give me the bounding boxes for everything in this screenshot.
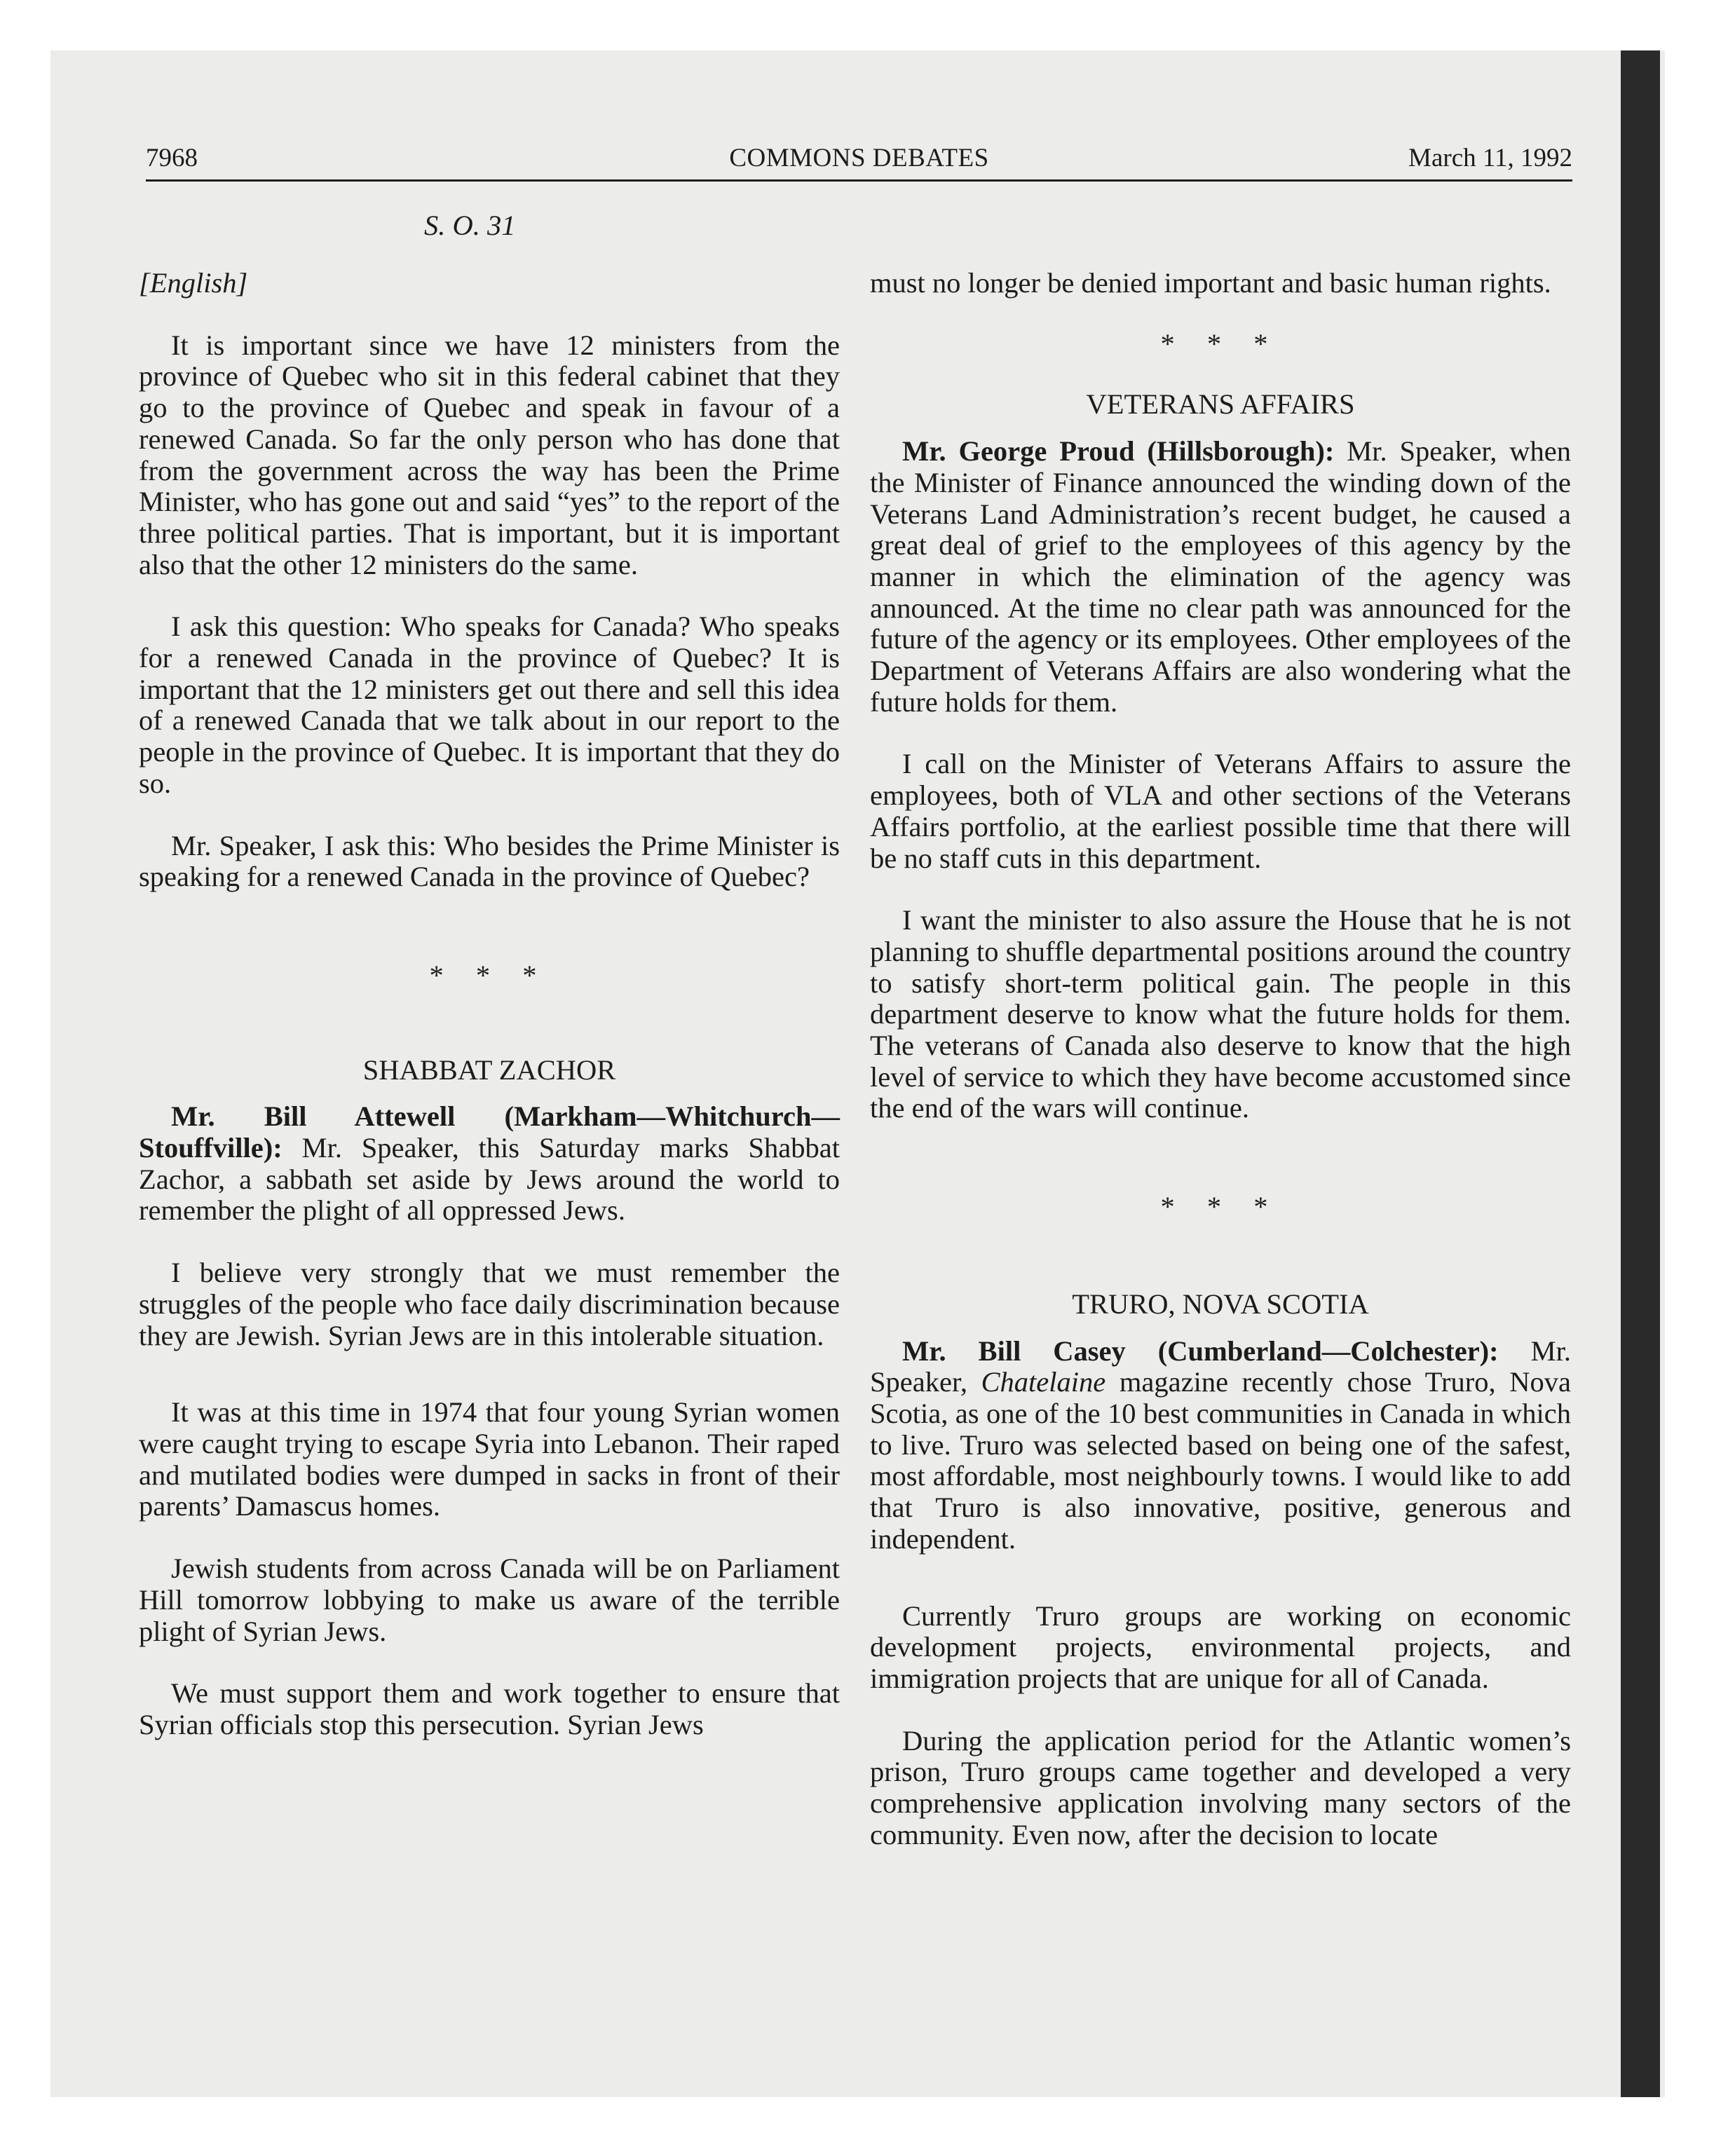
- section-heading: VETERANS AFFAIRS: [1086, 388, 1355, 421]
- paragraph: It was at this time in 1974 that four young Syrian women were caught trying to escape Syria into Lebanon. Their raped and mutilated bodies were dumped in sacks in front of their parents’ Damascus homes.: [139, 1396, 840, 1522]
- paragraph: must no longer be denied important and basic human rights.: [870, 267, 1551, 299]
- section-separator: * * *: [1160, 1191, 1281, 1223]
- paragraph: I ask this question: Who speaks for Canada? Who speaks for a renewed Canada in the province of Quebec? It is important that the 12 ministers get out there and sell this idea of a renewed Canada that we talk about in our report to the people in the province of Quebec. It is important that they do so.: [139, 610, 840, 799]
- statement-paragraph: Mr. Bill Casey (Cumberland—Colchester): Mr. Speaker, Chatelaine magazine recently chose Truro, Nova Scotia, as one of the 10 best communities in Canada in which to live. Truro was selected based on being one of the safest, most affordable, most neighbourly towns. I would like to add that Truro is also innovative, positive, generous and independent.: [870, 1335, 1571, 1555]
- section-separator: * * *: [429, 959, 550, 991]
- paragraph: Jewish students from across Canada will be on Parliament Hill tomorrow lobbying to make us aware of the terrible plight of Syrian Jews.: [139, 1553, 840, 1647]
- speaker-name: Mr. Bill Attewell (Markham—Whitchurch—Stouffville):: [139, 1100, 840, 1164]
- paragraph: I want the minister to also assure the House that he is not planning to shuffle departmental positions around the country to satisfy short-term political gain. The people in this department deserve to know what the future holds for them. The veterans of Canada also deserve to know that the high level of service to which they have become accustomed since the end of the wars will continue.: [870, 904, 1571, 1124]
- issue-date: March 11, 1992: [1408, 144, 1572, 172]
- left-column: [139, 210, 840, 1741]
- header-rule: [146, 179, 1572, 182]
- journal-title: COMMONS DEBATES: [729, 144, 989, 172]
- speaker-name: Mr. Bill Casey (Cumberland—Colchester):: [902, 1335, 1499, 1367]
- right-column: [870, 210, 1571, 1850]
- running-header: [146, 139, 1572, 181]
- section-heading: TRURO, NOVA SCOTIA: [1072, 1288, 1369, 1320]
- section-heading: SHABBAT ZACHOR: [362, 1053, 616, 1086]
- paragraph: Mr. Speaker, I ask this: Who besides the Prime Minister is speaking for a renewed Canada in the province of Quebec?: [139, 829, 840, 893]
- statement-paragraph: Mr. Bill Attewell (Markham—Whitchurch—Stouffville): Mr. Speaker, this Saturday marks Shabbat Zachor, a sabbath set aside by Jews around the world to remember the plight of all oppressed Jews.: [139, 1100, 840, 1227]
- section-separator: * * *: [1160, 327, 1281, 360]
- magazine-title: Chatelaine: [981, 1366, 1106, 1398]
- paragraph: During the application period for the Atlantic women’s prison, Truro groups came together and developed a very comprehensive application involving many sectors of the community. Even now, after the decision to locate: [870, 1724, 1571, 1850]
- paragraph: I believe very strongly that we must remember the struggles of the people who face daily discrimination because they are Jewish. Syrian Jews are in this intolerable situation.: [139, 1257, 840, 1351]
- scan-edge-shadow: [1621, 50, 1660, 2097]
- paragraph: We must support them and work together to ensure that Syrian officials stop this persecution. Syrian Jews: [139, 1677, 840, 1740]
- paragraph: I call on the Minister of Veterans Affairs to assure the employees, both of VLA and other sections of the Veterans Affairs portfolio, at the earliest possible time that there will be no staff cuts in this department.: [870, 748, 1571, 874]
- statement-paragraph: Mr. George Proud (Hillsborough): Mr. Speaker, when the Minister of Finance announced the winding down of the Veterans Land Administration’s recent budget, he caused a great deal of grief to the employees of this agency by the manner in which the elimination of the agency was announced. At the time no clear path was announced for the future of the agency or its employees. Other employees of the Department of Veterans Affairs are also wondering what the future holds for them.: [870, 435, 1571, 718]
- page-number: 7968: [146, 144, 198, 172]
- standing-order-reference: S. O. 31: [424, 210, 516, 241]
- speaker-name: Mr. George Proud (Hillsborough):: [902, 435, 1335, 468]
- language-tag: [English]: [139, 267, 248, 299]
- paragraph: It is important since we have 12 ministers from the province of Quebec who sit in this federal cabinet that they go to the province of Quebec and speak in favour of a renewed Canada. So far the only person who has done that from the government across the way has been the Prime Minister, who has gone out and said “yes” to the report of the three political parties. That is important, but it is important also that the other 12 ministers do the same.: [139, 329, 840, 580]
- paragraph: Currently Truro groups are working on economic development projects, environmental projects, and immigration projects that are unique for all of Canada.: [870, 1599, 1571, 1694]
